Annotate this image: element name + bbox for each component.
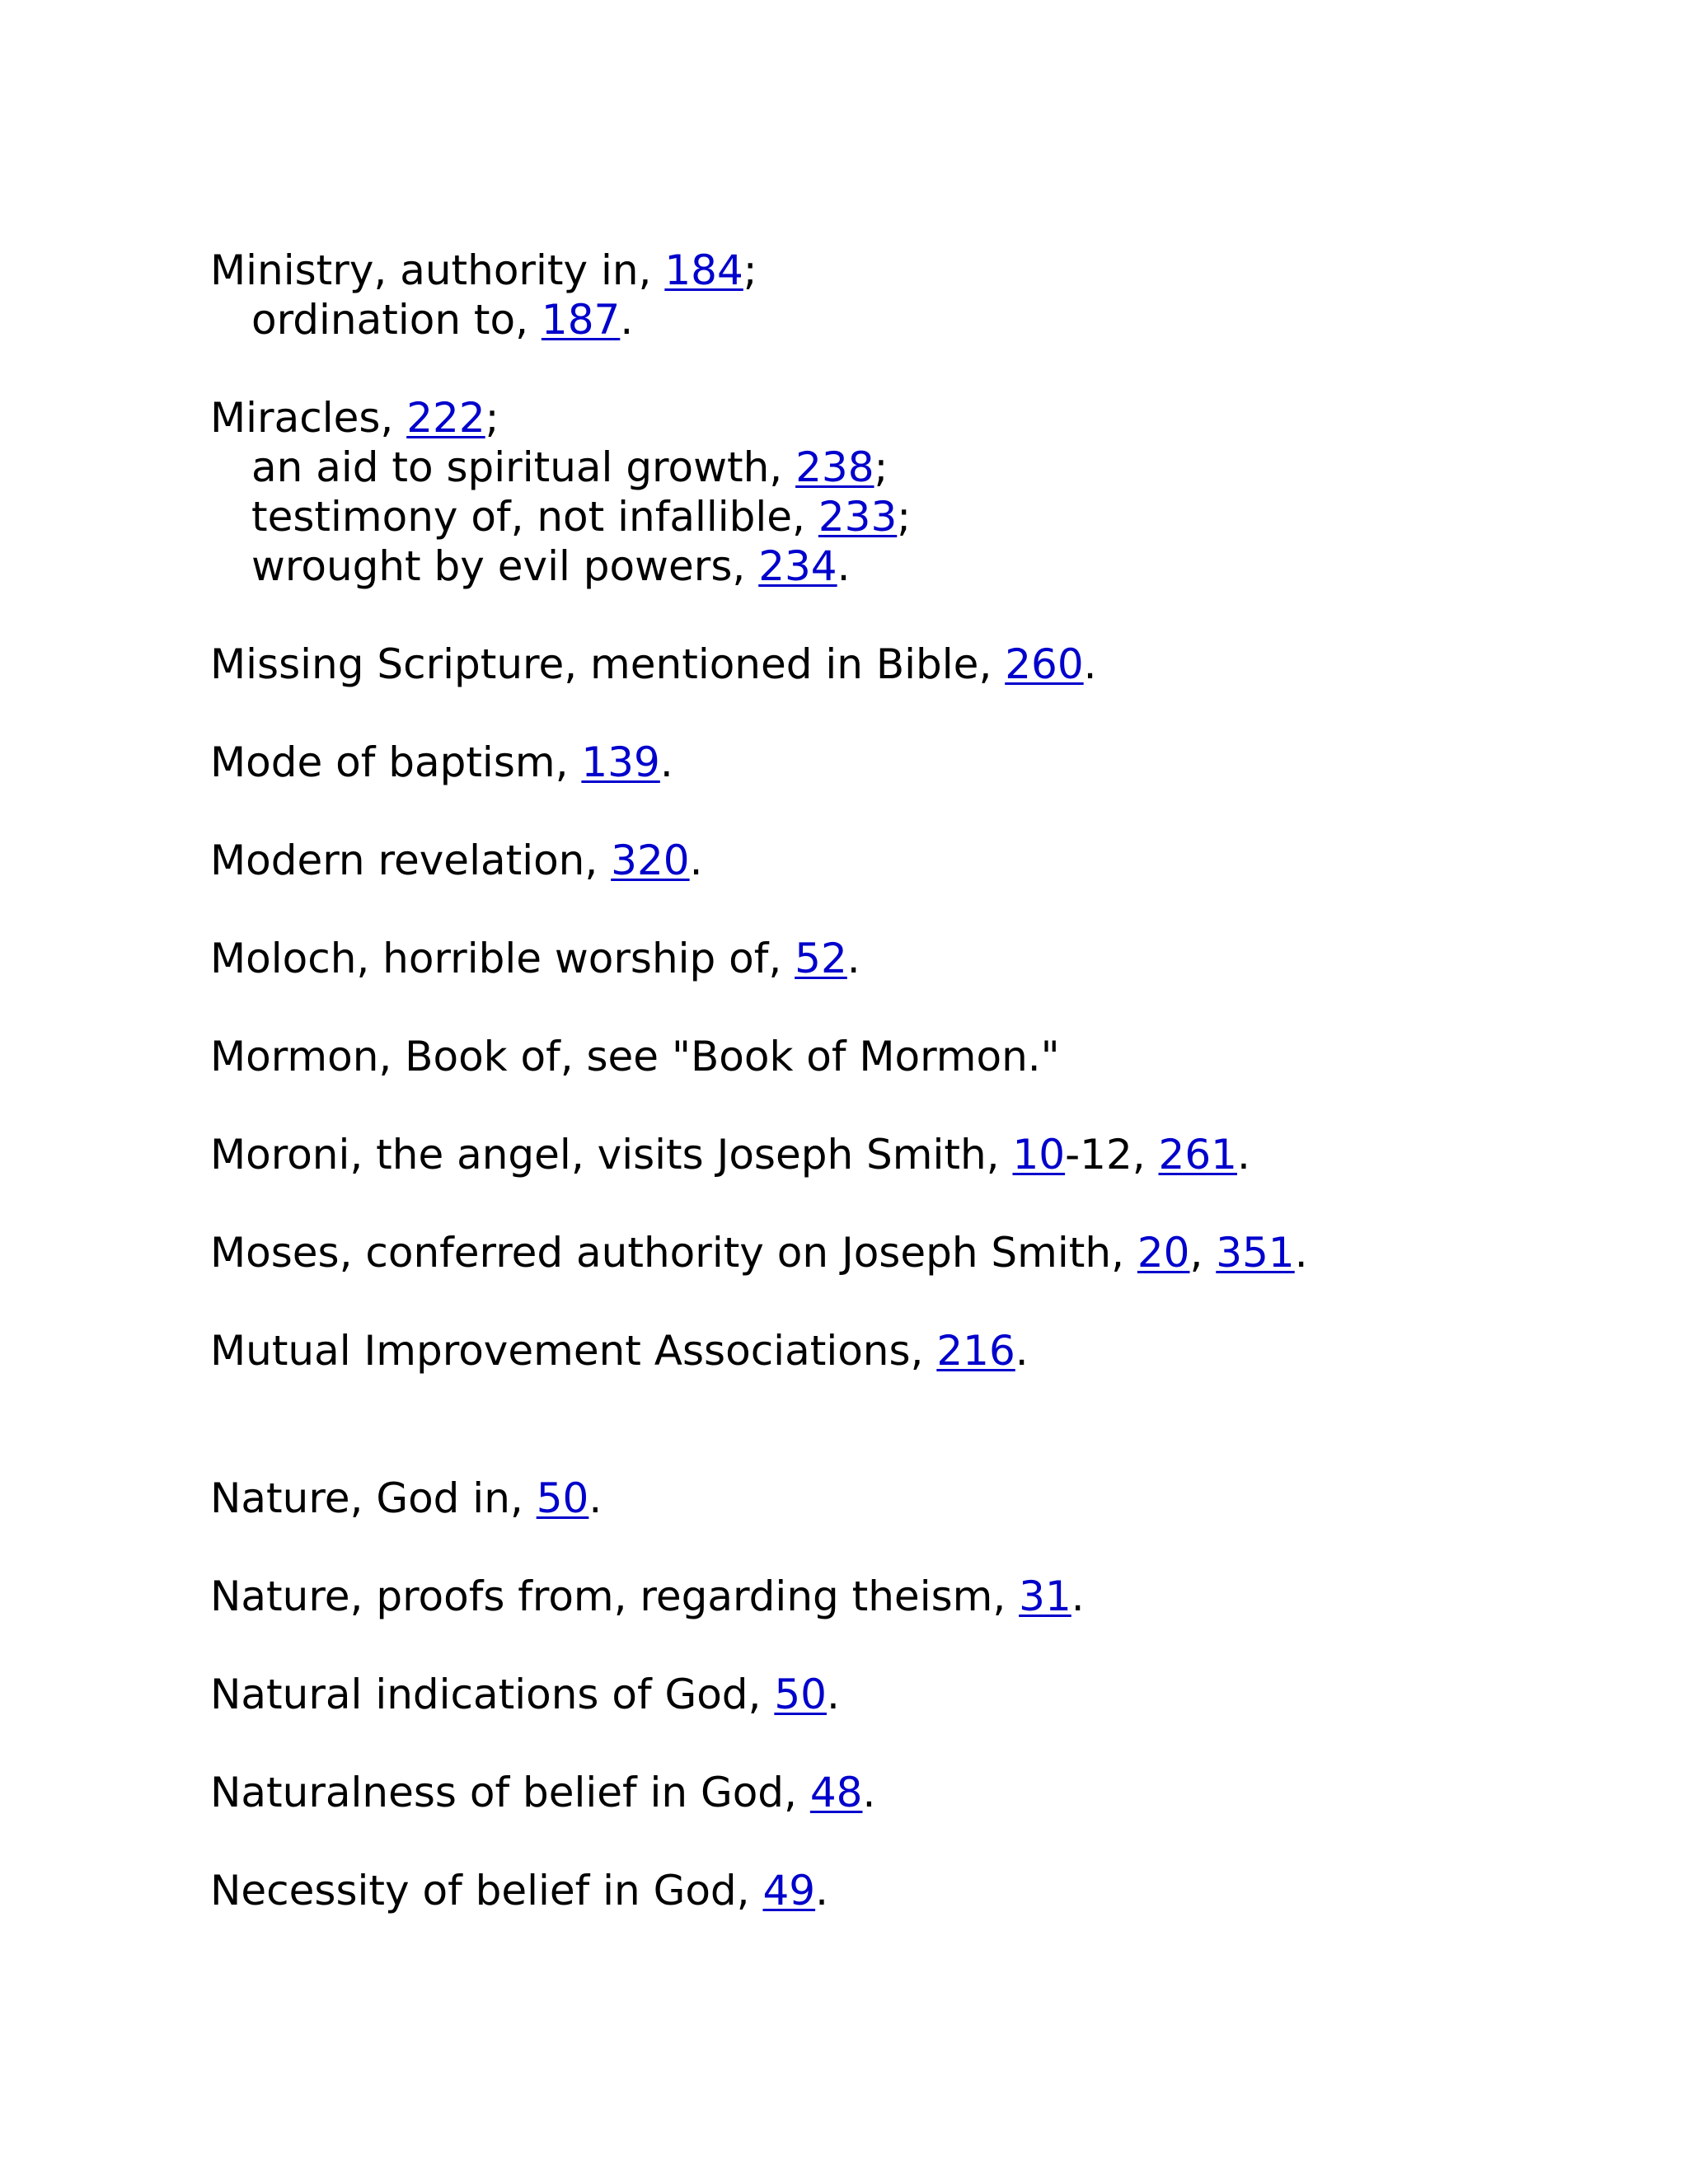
index-entry-line	[210, 1866, 1611, 1915]
index-text: .	[1083, 640, 1097, 688]
index-entry-line	[210, 1130, 1611, 1179]
index-text: .	[689, 837, 703, 884]
index-text: Nature, proofs from, regarding theism,	[210, 1572, 1020, 1620]
index-entry	[210, 640, 1611, 689]
index-text: Necessity of belief in God,	[210, 1867, 763, 1915]
index-subentry-line	[210, 295, 1611, 344]
index-entry-line	[210, 1032, 1611, 1081]
index-text: Moses, conferred authority on Joseph Smith,	[210, 1229, 1137, 1277]
index-entry	[210, 246, 1611, 344]
index-text: Mutual Improvement Associations,	[210, 1327, 937, 1375]
index-text: .	[659, 738, 673, 786]
index-text: .	[846, 935, 860, 982]
index-text: .	[620, 296, 634, 344]
page-reference-link[interactable]: 216	[936, 1327, 1015, 1375]
index-text: Miracles,	[210, 394, 407, 442]
page-reference-link[interactable]: 222	[406, 394, 485, 442]
page-reference-link[interactable]: 233	[818, 493, 898, 541]
index-entry	[210, 1768, 1611, 1817]
index-text: Modern revelation,	[210, 837, 612, 884]
index-entry-line	[210, 1326, 1611, 1376]
index-entry-line	[210, 640, 1611, 689]
page-reference-link[interactable]: 50	[774, 1671, 827, 1718]
index-text: ordination to,	[251, 296, 542, 344]
index-text: testimony of, not infallible,	[251, 493, 818, 541]
index-text: .	[826, 1671, 840, 1718]
index-text: .	[588, 1474, 603, 1522]
index-entry	[210, 738, 1611, 787]
page-reference-link[interactable]: 187	[541, 296, 621, 344]
index-text: ;	[743, 246, 757, 294]
index-subentry-line	[210, 492, 1611, 541]
index-text: wrought by evil powers,	[251, 542, 759, 590]
index-entry-line	[210, 1670, 1611, 1719]
index-entry	[210, 1474, 1611, 1523]
page-reference-link[interactable]: 20	[1137, 1229, 1190, 1277]
index-entry	[210, 1130, 1611, 1179]
index-text: Mode of baptism,	[210, 738, 582, 786]
index-text: .	[1015, 1327, 1029, 1375]
index-entry	[210, 1326, 1611, 1376]
page-reference-link[interactable]: 50	[536, 1474, 589, 1522]
index-text: Missing Scripture, mentioned in Bible,	[210, 640, 1006, 688]
index-text: -12,	[1065, 1131, 1159, 1179]
index-text: Ministry, authority in,	[210, 246, 665, 294]
page-reference-link[interactable]: 320	[611, 837, 690, 884]
index-entry-line	[210, 1768, 1611, 1817]
index-text: an aid to spiritual growth,	[251, 443, 796, 491]
index-entry	[210, 1670, 1611, 1719]
index-entry	[210, 393, 1611, 591]
index-entry-line	[210, 1572, 1611, 1621]
page-reference-link[interactable]: 261	[1158, 1131, 1237, 1179]
index-entry	[210, 934, 1611, 983]
index-entry	[210, 1572, 1611, 1621]
index-text: Mormon, Book of, see "Book of Mormon."	[210, 1033, 1060, 1080]
index-text: .	[1071, 1572, 1085, 1620]
index-text: .	[1236, 1131, 1250, 1179]
index-list	[210, 246, 1611, 1964]
index-entry	[210, 836, 1611, 885]
page-reference-link[interactable]: 10	[1012, 1131, 1066, 1179]
index-entry	[210, 1866, 1611, 1915]
index-text: ,	[1189, 1229, 1217, 1277]
index-text: ;	[874, 443, 889, 491]
index-subentry-line	[210, 443, 1611, 492]
index-text: .	[862, 1769, 876, 1816]
index-text: Moloch, horrible worship of,	[210, 935, 795, 982]
index-entry-line	[210, 1228, 1611, 1277]
index-text: Moroni, the angel, visits Joseph Smith,	[210, 1131, 1013, 1179]
index-entry	[210, 1032, 1611, 1081]
index-text: Natural indications of God,	[210, 1671, 775, 1718]
index-text: ;	[485, 394, 499, 442]
page-reference-link[interactable]: 351	[1216, 1229, 1295, 1277]
index-text: .	[837, 542, 851, 590]
page-reference-link[interactable]: 49	[762, 1867, 816, 1915]
page-reference-link[interactable]: 48	[809, 1769, 863, 1816]
index-entry-line	[210, 738, 1611, 787]
page-reference-link[interactable]: 31	[1019, 1572, 1071, 1620]
page-reference-link[interactable]: 260	[1005, 640, 1084, 688]
index-entry-line	[210, 246, 1611, 295]
index-subentry-line	[210, 541, 1611, 591]
index-text: .	[1294, 1229, 1308, 1277]
index-entry-line	[210, 934, 1611, 983]
page-reference-link[interactable]: 234	[758, 542, 837, 590]
index-entry-line	[210, 1474, 1611, 1523]
page-reference-link[interactable]: 238	[795, 443, 874, 491]
index-text: ;	[897, 493, 912, 541]
index-text: Naturalness of belief in God,	[210, 1769, 810, 1816]
index-text: .	[815, 1867, 828, 1915]
index-entry-line	[210, 836, 1611, 885]
index-text: Nature, God in,	[210, 1474, 537, 1522]
page-reference-link[interactable]: 184	[664, 246, 743, 294]
page-reference-link[interactable]: 139	[581, 738, 660, 786]
index-entry	[210, 1228, 1611, 1277]
page-reference-link[interactable]: 52	[795, 935, 847, 982]
index-entry-line	[210, 393, 1611, 443]
